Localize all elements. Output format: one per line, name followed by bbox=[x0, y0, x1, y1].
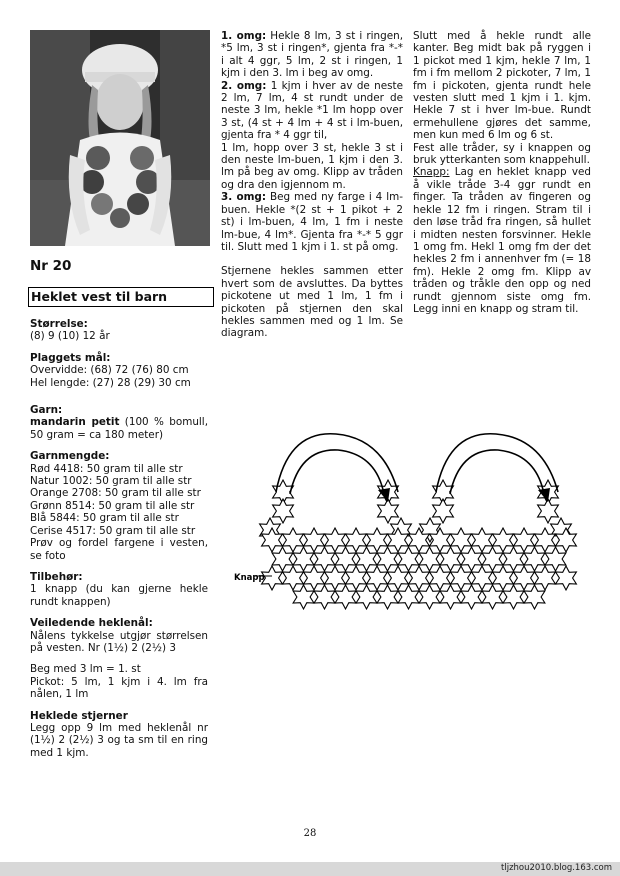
star-motif bbox=[419, 547, 440, 571]
star-motif bbox=[535, 528, 556, 552]
star-motif bbox=[472, 566, 493, 590]
materials-column bbox=[30, 318, 208, 759]
star-motif bbox=[430, 566, 451, 590]
star-motif bbox=[293, 585, 314, 609]
star-motif bbox=[556, 566, 577, 590]
star-motif bbox=[545, 547, 566, 571]
threads-text: Fest alle tråder, sy i knappen og bruk ytterkanten som knappehull. bbox=[413, 141, 591, 167]
amount-list bbox=[30, 463, 208, 562]
star-motif bbox=[272, 547, 293, 571]
star-motif bbox=[293, 547, 314, 571]
accessories-value: 1 knapp (du kan gjerne hekle rundt knappen) bbox=[30, 583, 208, 608]
star-motif bbox=[493, 566, 514, 590]
star-motif bbox=[378, 499, 399, 523]
star-motif bbox=[367, 566, 388, 590]
accessories-heading: Tilbehør: bbox=[30, 570, 83, 583]
measure-heading: Plaggets mål: bbox=[30, 351, 111, 364]
star-motif bbox=[335, 585, 356, 609]
finishing-text: Slutt med å hekle rundt alle kanter. Beg midt bak på ryggen i 1 pickot med 1 kjm, hekle 7 lm, 1 fm i fm mellom 2 pickoter, 7 lm, 1 fm i pickoten, gjenta rundt hele vesten slutt med 1 kjm i 1. kjm. Hekle 7 st i hver lm-bue. Rundt ermehullene gjøres det samme, men kun med 6 lm og 6 st. bbox=[413, 30, 591, 142]
strap-arc-right-outer bbox=[436, 434, 558, 492]
amount-line: Cerise 4517: 50 gram til alle str bbox=[30, 524, 196, 537]
size-value: (8) 9 (10) 12 år bbox=[30, 330, 110, 343]
star-motif bbox=[514, 528, 535, 552]
strap-arc-left-inner bbox=[290, 450, 384, 494]
star-motif bbox=[377, 547, 398, 571]
star-motif bbox=[335, 547, 356, 571]
star-motif bbox=[304, 528, 325, 552]
star-motif bbox=[283, 566, 304, 590]
star-motif bbox=[514, 566, 535, 590]
amount-line: Prøv og fordel fargene i vesten, se foto bbox=[30, 537, 208, 562]
instructions-column bbox=[221, 30, 403, 340]
round-2: 2. omg: 1 kjm i hver av de neste 2 lm, 7 lm, 4 st rundt under de neste 3 lm, hekle *1 lm hopp over 3 st, (4 st + 4 lm + 4 st i lm-buen, gjenta fra * 4 ggr til, bbox=[221, 79, 404, 142]
pattern-title: Heklet vest til barn bbox=[28, 287, 214, 307]
star-motif bbox=[356, 585, 377, 609]
star-motif bbox=[304, 566, 325, 590]
needle-value: Nålens tykkelse utgjør størrelsen på vesten. Nr (1½) 2 (2½) 3 bbox=[30, 629, 208, 654]
star-motif bbox=[409, 566, 430, 590]
yarn-value: mandarin petit (100 % bomull, 50 gram = ca 180 meter) bbox=[30, 416, 208, 441]
stars-heading: Heklede stjerner bbox=[30, 709, 128, 722]
star-motif bbox=[346, 566, 367, 590]
star-motif bbox=[325, 566, 346, 590]
button-text: Knapp: Lag en heklet knapp ved å vikle tråde 3-4 ggr rundt en finger. Ta tråden av fingeren og hekle 12 fm i ringen. Stram til i den løse tråd fra ringen, så hullet i midten nesten forsvinner. Hekle 1 omg fm. Hekl 1 omg fm der det hekles 2 fm i annenhver fm (= 18 fm). Hekle 2 omg fm. Klipp av tråden og tråkle den opp og ned rundt gjennom siste omg fm. Legg inni en knapp og stram til. bbox=[413, 166, 591, 315]
star-motif bbox=[325, 528, 346, 552]
star-motif bbox=[472, 528, 493, 552]
page-number: 28 bbox=[303, 828, 317, 839]
star-motif bbox=[461, 585, 482, 609]
star-motif bbox=[524, 547, 545, 571]
star-motif bbox=[419, 585, 440, 609]
amount-line: Rød 4418: 50 gram til alle str bbox=[30, 462, 183, 475]
star-motif bbox=[377, 585, 398, 609]
star-motif bbox=[283, 528, 304, 552]
button-label: Knapp bbox=[234, 573, 265, 583]
round-1: 1. omg: Hekle 8 lm, 3 st i ringen, *5 lm, 3 st i ringen*, gjenta fra *-* i alt 4 ggr, 5 lm, 2 st i ringen, 1 kjm i den 3. lm i beg av omg. bbox=[221, 30, 403, 80]
start-instruction: Beg med 3 lm = 1. st bbox=[30, 663, 141, 676]
star-motif bbox=[493, 528, 514, 552]
yarn-heading: Garn: bbox=[30, 404, 63, 417]
round-3: 3. omg: Beg med ny farge i 4 lm-buen. Hekle *(2 st + 1 pikot + 2 st) i lm-buen, 4 lm, 1 fm i neste lm-bue, 4 lm*. Gjenta fra *-* 5 ggr til. Slutt med 1 kjm i 1. st på omg. bbox=[221, 191, 403, 253]
vest-photo bbox=[30, 30, 210, 246]
picot-instruction: Pickot: 5 lm, 1 kjm i 4. lm fra nålen, 1 lm bbox=[30, 675, 208, 701]
strap-arc-left-outer bbox=[276, 434, 398, 492]
measure-chest: Overvidde: (68) 72 (76) 80 cm bbox=[30, 364, 189, 377]
star-motif bbox=[388, 566, 409, 590]
star-motif bbox=[503, 547, 524, 571]
star-motif bbox=[482, 585, 503, 609]
star-motif bbox=[440, 585, 461, 609]
star-motif bbox=[398, 547, 419, 571]
footer-url: tljzhou2010.blog.163.com bbox=[501, 863, 612, 873]
star-motif bbox=[367, 528, 388, 552]
amount-line: Grønn 8514: 50 gram til alle str bbox=[30, 499, 195, 512]
star-motif bbox=[524, 585, 545, 609]
round-2-continued: 1 lm, hopp over 3 st, hekle 3 st i den neste lm-buen, 1 kjm i den 3. lm på beg av omg. Klipp av tråden og dra den igjennom m. bbox=[221, 141, 403, 191]
star-motif bbox=[535, 566, 556, 590]
amount-heading: Garnmengde: bbox=[30, 450, 110, 463]
needle-heading: Veiledende heklenål: bbox=[30, 617, 153, 630]
footer-bar bbox=[0, 862, 620, 876]
finishing-column bbox=[413, 30, 591, 315]
size-heading: Størrelse: bbox=[30, 318, 88, 330]
amount-line: Orange 2708: 50 gram til alle str bbox=[30, 487, 201, 500]
star-motif bbox=[346, 528, 367, 552]
star-motif bbox=[314, 585, 335, 609]
amount-line: Natur 1002: 50 gram til alle str bbox=[30, 475, 192, 488]
star-motif bbox=[273, 499, 294, 523]
star-motif bbox=[538, 499, 559, 523]
star-motif bbox=[433, 499, 454, 523]
pattern-number: Nr 20 bbox=[30, 258, 72, 274]
star-motif bbox=[440, 547, 461, 571]
star-motif bbox=[461, 547, 482, 571]
measure-length: Hel lengde: (27) 28 (29) 30 cm bbox=[30, 376, 191, 389]
assembly-text: Stjernene hekles sammen etter hvert som de avsluttes. Da byttes pickotene ut med 1 lm, 1 fm i pickoten på stjernen den skal hekles sammen med og 1 lm. Se diagram. bbox=[221, 265, 403, 340]
star-motif bbox=[356, 547, 377, 571]
star-motif bbox=[398, 585, 419, 609]
star-motif bbox=[503, 585, 524, 609]
star-motif bbox=[451, 566, 472, 590]
amount-line: Blå 5844: 50 gram til alle str bbox=[30, 512, 179, 525]
star-motif bbox=[451, 528, 472, 552]
assembly-diagram bbox=[228, 430, 593, 620]
star-motif bbox=[262, 566, 283, 590]
strap-arc-right-inner bbox=[450, 450, 544, 494]
stars-text: Legg opp 9 lm med heklenål nr (1½) 2 (2½) 3 og ta sm til en ring med 1 kjm. bbox=[30, 721, 208, 759]
star-motif bbox=[314, 547, 335, 571]
star-motif bbox=[482, 547, 503, 571]
